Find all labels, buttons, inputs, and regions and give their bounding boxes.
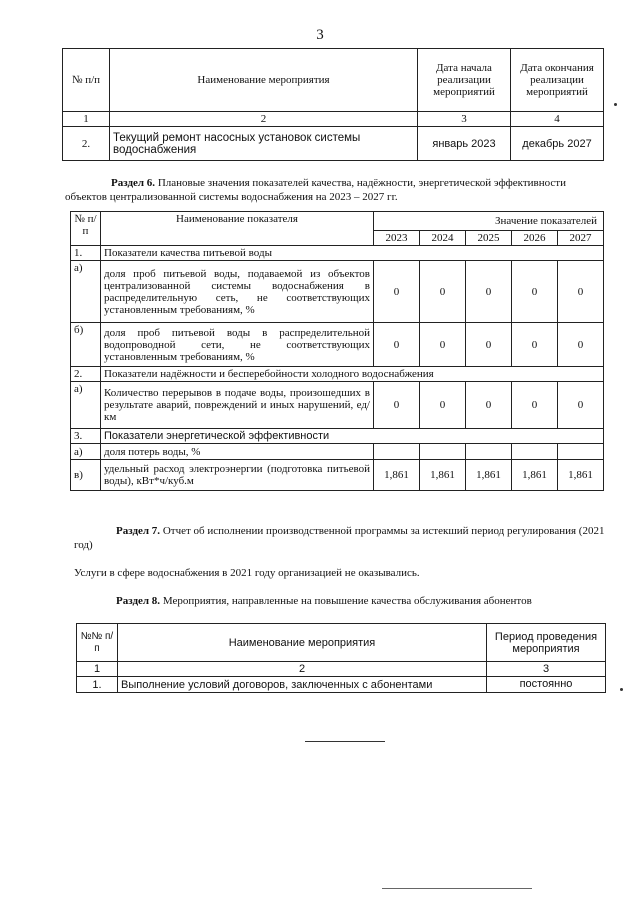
table-row: [71, 382, 604, 429]
value-cell: 1,861: [420, 460, 466, 491]
col-name-header: Наименование мероприятия: [118, 624, 487, 662]
col-start-header: Дата начала реализации мероприятий: [418, 49, 511, 112]
group-row: [71, 429, 604, 444]
value-cell: 1,861: [374, 460, 420, 491]
item-num: а): [71, 444, 101, 460]
value-cell: 0: [374, 382, 420, 429]
row-num: 1.: [77, 677, 118, 693]
section8-heading: [74, 594, 606, 608]
scan-dot: [614, 103, 617, 106]
table-row: [71, 444, 604, 460]
group-num: 2.: [71, 367, 101, 382]
item-name: удельный расход электроэнергии (подготовка питьевой воды), кВт*ч/куб.м: [101, 460, 374, 491]
col-name-header: Наименование показателя: [101, 212, 374, 246]
section7-label: Раздел 7.: [116, 525, 161, 537]
value-cell: 0: [420, 323, 466, 367]
value-cell: 0: [558, 261, 604, 323]
table-row: [77, 677, 606, 693]
value-cell: 0: [512, 323, 558, 367]
row-name: Выполнение условий договоров, заключенных с абонентами: [118, 677, 487, 693]
table-row: [63, 127, 604, 161]
group-row: [71, 367, 604, 382]
index-cell: 2: [110, 112, 418, 127]
value-cell: [512, 444, 558, 460]
value-cell: [374, 444, 420, 460]
footer-rule: [382, 888, 532, 889]
value-cell: 0: [512, 382, 558, 429]
group-title: Показатели качества питьевой воды: [101, 246, 604, 261]
service-quality-table: [76, 623, 606, 693]
section7-text: Отчет об исполнении производственной программы за истекший период регулирования (2021 год): [74, 525, 605, 551]
index-cell: 4: [511, 112, 604, 127]
item-name: доля проб питьевой воды в распределительной водопроводной сети, не соответствующих установленным требованиям, %: [101, 323, 374, 367]
value-cell: 1,861: [466, 460, 512, 491]
value-cell: [558, 444, 604, 460]
index-cell: 3: [418, 112, 511, 127]
value-cell: 0: [466, 261, 512, 323]
item-name: доля проб питьевой воды, подаваемой из объектов централизованной системы водоснабжения в распределительную сеть, не соответствующих установленным требованиям, %: [101, 261, 374, 323]
row-num: 2.: [63, 127, 110, 161]
year-header: 2024: [420, 231, 466, 246]
item-num: а): [71, 261, 101, 323]
value-cell: 0: [558, 323, 604, 367]
services-note: Услуги в сфере водоснабжения в 2021 году организацией не оказывались.: [74, 567, 420, 579]
section6-text: Плановые значения показателей качества, надёжности, энергетической эффективности объектов централизованной системы водоснабжения на 2023 – 2027 гг.: [65, 177, 566, 203]
value-cell: 1,861: [512, 460, 558, 491]
index-cell: 1: [63, 112, 110, 127]
item-num: а): [71, 382, 101, 429]
section6-heading: [65, 176, 605, 204]
row-start: январь 2023: [418, 127, 511, 161]
row-period: постоянно: [487, 677, 606, 693]
section8-text: Мероприятия, направленные на повышение качества обслуживания абонентов: [162, 595, 532, 607]
group-row: [71, 246, 604, 261]
col-end-header: Дата окончания реализации мероприятий: [511, 49, 604, 112]
col-num-header: № п/п: [71, 212, 101, 246]
value-cell: 0: [512, 261, 558, 323]
value-cell: 0: [420, 382, 466, 429]
item-num: в): [71, 460, 101, 491]
col-name-header: Наименование мероприятия: [110, 49, 418, 112]
group-title: Показатели надёжности и бесперебойности холодного водоснабжения: [101, 367, 604, 382]
section8-label: Раздел 8.: [116, 595, 161, 607]
year-header: 2025: [466, 231, 512, 246]
index-cell: 3: [487, 662, 606, 677]
table-row: [71, 261, 604, 323]
value-cell: 0: [420, 261, 466, 323]
index-cell: 1: [77, 662, 118, 677]
year-header: 2027: [558, 231, 604, 246]
row-name: Текущий ремонт насосных установок системы водоснабжения: [110, 127, 418, 161]
section7-heading: [74, 524, 606, 552]
row-end: декабрь 2027: [511, 127, 604, 161]
value-cell: [466, 444, 512, 460]
page-number: 3: [316, 27, 324, 43]
value-cell: 0: [374, 261, 420, 323]
activities-table: [62, 48, 604, 161]
year-header: 2023: [374, 231, 420, 246]
index-cell: 2: [118, 662, 487, 677]
group-num: 3.: [71, 429, 101, 444]
group-num: 1.: [71, 246, 101, 261]
value-cell: [420, 444, 466, 460]
value-cell: 0: [374, 323, 420, 367]
table-row: [71, 460, 604, 491]
item-name: доля потерь воды, %: [101, 444, 374, 460]
scan-dot: [620, 688, 623, 691]
group-title: Показатели энергетической эффективности: [101, 429, 604, 444]
item-name: Количество перерывов в подаче воды, произошедших в результате аварий, повреждений и иных нарушений, ед/км: [101, 382, 374, 429]
col-period-header: Период проведения мероприятия: [487, 624, 606, 662]
table-row: [71, 323, 604, 367]
value-cell: 0: [466, 323, 512, 367]
end-rule: [305, 741, 385, 742]
value-cell: 0: [466, 382, 512, 429]
col-num-header: № п/п: [63, 49, 110, 112]
col-values-header: Значение показателей: [374, 212, 604, 231]
col-num-header: №№ п/п: [77, 624, 118, 662]
value-cell: 1,861: [558, 460, 604, 491]
section6-label: Раздел 6.: [111, 177, 156, 189]
indicators-table: [70, 211, 604, 491]
item-num: б): [71, 323, 101, 367]
year-header: 2026: [512, 231, 558, 246]
value-cell: 0: [558, 382, 604, 429]
